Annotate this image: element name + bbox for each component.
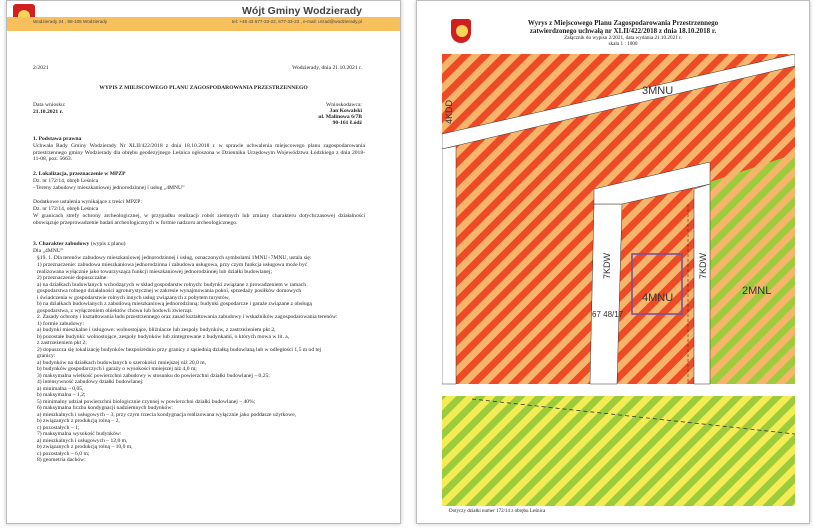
- rule-line: 2. Zasady ochrony i kształtowania ładu przestrzennego oraz zasad kształtowania zabudowy i wskaźników zagospodarowania terenów:: [37, 314, 338, 320]
- label-road-top: 4KDD: [444, 99, 454, 124]
- header-title: Wójt Gminy Wodzierady: [242, 5, 362, 17]
- header-contact: tel: +48 43 677-33-22, 677-33-23 , e-mail: urzad@wodzierady.pl: [231, 19, 362, 24]
- rule-line: z zastrzeżeniem pkt 2;: [37, 340, 87, 346]
- rule-line: a) na działkach budowlanych wchodzących w skład gospodarstw rolnych: budynki związane z prowadzeniem w ramach: [37, 281, 307, 288]
- reference-number: 2/2021: [33, 65, 49, 71]
- map-title-line-1: Wyrys z Miejscowego Planu Zagospodarowania Przestrzennego: [527, 19, 719, 27]
- section-3-heading-note: (wypis z planu): [90, 241, 126, 247]
- map-title-line-2: zatwierdzonego uchwałą nr XLII/422/2018 z dnia 18.10.2018 r.: [529, 27, 717, 35]
- issue-date: 21.10.2021 r.: [33, 109, 63, 115]
- label-4mnu: 4MNU: [642, 292, 674, 304]
- rule-line: realizowana wyłącznie jako towarzysząca funkcji mieszkaniowej jednorodzinnej lub działki budowlanej;: [37, 268, 273, 275]
- section-2-heading: 2. Lokalizacja, przeznaczenie w MPZP: [33, 171, 126, 177]
- document-title: WYPIS Z MIEJSCOWEGO PLANU ZAGOSPODAROWANIA PRZESTRZENNEGO: [99, 85, 308, 91]
- rule-line: 3) maksymalna wielkość powierzchni zabudowy w stosunku do powierzchni działki budowlanej – 0,25;: [37, 372, 270, 379]
- section-3-for: Dla „4MNU”: [33, 248, 64, 254]
- rule-line: b) na działkach budowlanych z zabudową mieszkaniową jednorodzinną: budynki gospodarcze i garaże związane z obsługą: [37, 301, 312, 307]
- applicant-street: ul. Malinowa 6/7B: [318, 114, 362, 120]
- section-2-extra-parcel: Dz. nr 172/14, obręb Leśnica: [33, 206, 99, 212]
- rule-line: 7) maksymalna wysokość budynków:: [37, 431, 122, 437]
- road-right-7kdw: [694, 184, 710, 384]
- rule-line: b) budynków gospodarczych i garaży o wysokości mniejszej niż 4,0 m;: [37, 366, 197, 372]
- road-vertical-left: [442, 146, 456, 384]
- header-address: Wodzierady 24 , 98-105 Wodzierady: [33, 19, 108, 24]
- rule-line: gospodarstwa rolnego działalności agroturystycznej w zakresie wynajmowania pokoi, sprzedaży posiłków domowych: [37, 288, 302, 294]
- issue-label: Data wniosku:: [33, 102, 66, 108]
- label-2mnl: 2MNL: [742, 285, 772, 297]
- rule-line: 8) geometria dachów:: [37, 457, 86, 463]
- section-3-paragraph: §19. 1. Dla terenów zabudowy mieszkaniowej jednorodzinnej i usług, oznaczonych symbolami 1MNU÷7MNU, ustala się:: [37, 255, 312, 261]
- rule-line: 6) maksymalna liczba kondygnacji nadziemnych budynków:: [37, 405, 173, 411]
- map-footer: Dotyczy działki numer 172/14 z obrębu Leśnica: [449, 509, 546, 514]
- rule-line: a) minimalna – 0,05,: [37, 385, 84, 392]
- rule-line: b) związanych z produkcją rolną – 2,: [37, 418, 120, 424]
- label-parcel-number: 67 48/17: [592, 310, 624, 319]
- rule-line: b) maksymalna – 1,2;: [37, 392, 86, 398]
- rule-line: c) pozostałych – 1;: [37, 424, 80, 431]
- rule-line: 4) intensywność zabudowy działki budowlanej:: [37, 379, 144, 385]
- applicant-city: 90-161 Łódź: [332, 120, 362, 126]
- rule-line: b) związanych z produkcją rolną – 10,0 m,: [37, 444, 133, 450]
- section-3-heading: 3. Charakter zabudowy: [33, 241, 90, 247]
- rule-line: b) pozostałe budynki: wolnostojące, zespoły budynków lub zintegrowane z budynkami, o których mowa w lit. a,: [37, 333, 290, 340]
- rule-line: a) mieszkalnych i usługowych – 12,0 m,: [37, 437, 128, 444]
- label-road-right: 7KDW: [698, 252, 708, 279]
- section-2-extra-label: Dodatkowe ustalenia wynikające z treści MPZP:: [33, 199, 142, 205]
- rule-line: 2) przeznaczenie dopuszczalne:: [37, 275, 108, 281]
- zoning-map: [442, 54, 795, 506]
- map-extract-page: [416, 0, 810, 524]
- place-date: Wodzierady, dnia 21.10.2021 r.: [292, 65, 362, 71]
- zone-2mnl: [710, 154, 795, 384]
- section-3-heading-row: [33, 241, 126, 248]
- rule-line: 1) formie zabudowy:: [37, 320, 84, 327]
- rule-line: gospodarstwa, z wyłączeniem obiektów chowu lub hodowli zwierząt.: [37, 307, 193, 314]
- rule-line: i świadczenia w gospodarstwie rolnych innych usług związanych z pobytem turystów,: [37, 294, 230, 301]
- map-subtitle-line-1: Załącznik do wypisu 2/2021, data wydania 21.10.2021 r.: [564, 35, 682, 41]
- rule-line: a) budynków na działkach budowlanych o szerokości mniejszej niż 20,0 m,: [37, 359, 207, 366]
- label-road-left: 7KDW: [602, 252, 612, 279]
- rule-line: 1) przeznaczenie: zabudowa mieszkaniowa jednorodzinna i zabudowa usługowa, przy czym funkcja usługowa może być: [37, 262, 308, 268]
- road-left-7kdw: [590, 204, 622, 384]
- road-main: [442, 384, 795, 396]
- applicant-label: Wnioskodawca:: [325, 102, 362, 108]
- rule-line: a) budynki mieszkalne i usługowe: wolnostojące, bliźniacze lub zespoły budynków, z zastrzeżeniem pkt 2,: [37, 327, 276, 333]
- rule-line: a) mieszkalnych i usługowych – 3, przy czym trzecia kondygnacja realizowana wyłącznie jako poddasze użytkowe,: [37, 411, 297, 418]
- section-1-text: Uchwała Rady Gminy Wodzierady Nr XLII/422/2018 z dnia 18.10.2018 r. w sprawie uchwalenia miejscowego planu zagospodarowania przestrzennego gminy Wodzierady dla obrębu geodezyjnego Leśnica ogłoszona w Dzienniku Urzędowym Województwa Łódzkiego z dnia 2018-11-08, poz. 5663.: [33, 143, 365, 163]
- map-title: [457, 19, 789, 35]
- section-2-purpose: - Tereny zabudowy mieszkaniowej jednorodzinnej i usług „4MNU”: [33, 185, 185, 191]
- applicant-name: Jan Kowalski: [329, 108, 362, 114]
- zone-agricultural: [442, 389, 795, 506]
- map-subtitle-line-2: skala 1 : 1000: [608, 41, 638, 47]
- section-1-heading: 1. Podstawa prawna: [33, 136, 82, 142]
- extract-document-page: [6, 0, 401, 524]
- section-2-extra-text: W granicach strefy ochrony archeologicznej, w przypadku realizacji robót ziemnych lub zmiany charakteru dotychczasowej działalności obowiązuje przeprowadzenie badań archeologicznych w formie nadzoru archeologicznego.: [33, 213, 365, 226]
- map-subtitle: [457, 35, 789, 47]
- rule-line: granicy:: [37, 353, 56, 359]
- rule-line: 2) dopuszcza się lokalizację budynków bezpośrednio przy granicy z sąsiednią działką budowlaną lub w odległości 1,5 m od tej: [37, 346, 322, 353]
- section-2-parcel: Dz. nr 172/14, obręb Leśnica: [33, 178, 99, 184]
- rule-line: c) pozostałych – 6,0 m;: [37, 450, 90, 457]
- label-3mnu: 3MNU: [642, 85, 674, 97]
- rule-line: 5) minimalny udział powierzchni biologicznie czynnej w powierzchni działki budowlanej – 40%;: [37, 398, 256, 405]
